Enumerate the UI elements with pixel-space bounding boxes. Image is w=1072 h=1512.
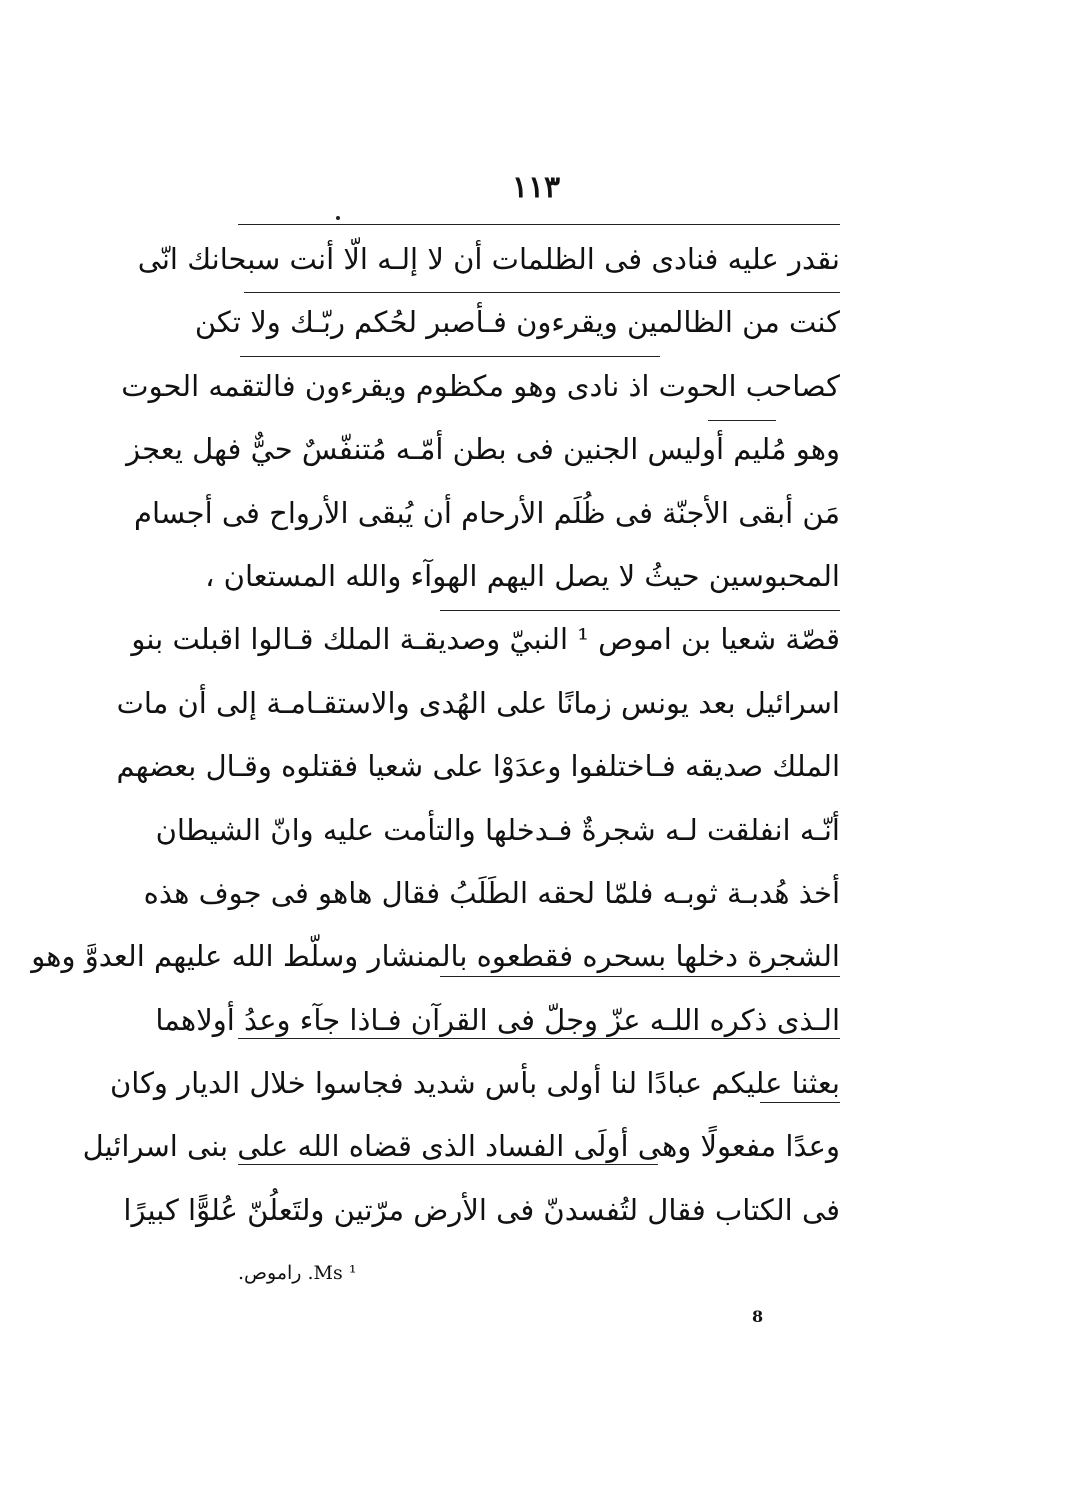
text-line-9: الملك صديقه فـاختلفوا وعدَوْا على شعيا فقتلوه وقـال بعضهم	[116, 749, 840, 784]
text-line-1: نقدر عليه فنادى فى الظلمات أن لا إلـه الّا أنت سبحانك انّى	[137, 242, 840, 276]
text-line-7: قصّة شعيا بن اموص ¹ النبيّ وصديقـة الملك قـالوا اقبلت بنو	[131, 622, 840, 657]
text-line-3: كصاحب الحوت اذ نادى وهو مكظوم ويقرءون فالتقمه الحوت	[121, 368, 840, 403]
text-line-13: الـذى ذكره اللـه عزّ وجلّ فى القرآن فـاذا جآء وعدُ أولاهما	[155, 1002, 840, 1037]
text-line-14: بعثنا عليكم عبادًا لنا أولى بأس شديد فجاسوا خلال الديار وكان	[109, 1066, 840, 1101]
text-line-6: المحبوسين حيثُ لا يصل اليهم الهوآء والله المستعان ،	[205, 558, 840, 593]
signature-mark: 8	[752, 1307, 764, 1326]
text-line-10: أنّـه انفلقت لـه شجرةٌ فـدخلها والتأمت عليه وانّ الشيطان	[155, 812, 840, 847]
footnote: ¹ Ms. راموص.	[238, 1262, 357, 1284]
text-line-12: الشجرة دخلها بسحره فقطعوه بالمنشار وسلّط الله عليهم العدوَّ وهو	[31, 939, 840, 974]
text-line-16: فى الكتاب فقال لتُفسدنّ فى الأرض مرّتين ولتَعلُنّ عُلوًّا كبيرًا	[123, 1192, 840, 1227]
text-line-2: كنت من الظالمين ويقرءون فـأصبر لحُكم ربّـك ولا تكن	[194, 305, 840, 340]
text-line-4: وهو مُليم أوليس الجنين فى بطن أمّـه مُتنفّسٌ حيٌّ فهل يعجز	[126, 432, 840, 467]
header-rule	[238, 224, 840, 225]
text-line-11: أخذ هُدبـة ثوبـه فلمّا لحقه الطَلَبُ فقال هاهو فى جوف هذه	[143, 875, 840, 910]
text-line-8: اسرائيل بعد يونس زمانًا على الهُدى والاستقـامـة إلى أن مات	[116, 685, 840, 720]
text-line-15: وعدًا مفعولًا وهى أولَى الفساد الذى قضاه الله على بنى اسرائيل	[82, 1129, 840, 1164]
page-number: ١١٣	[511, 170, 561, 205]
header-mark	[336, 216, 340, 220]
main-text	[31, 228, 840, 1242]
text-line-5: مَن أبقى الأجنّة فى ظُلَم الأرحام أن يُبقى الأرواح فى أجسام	[134, 495, 840, 530]
